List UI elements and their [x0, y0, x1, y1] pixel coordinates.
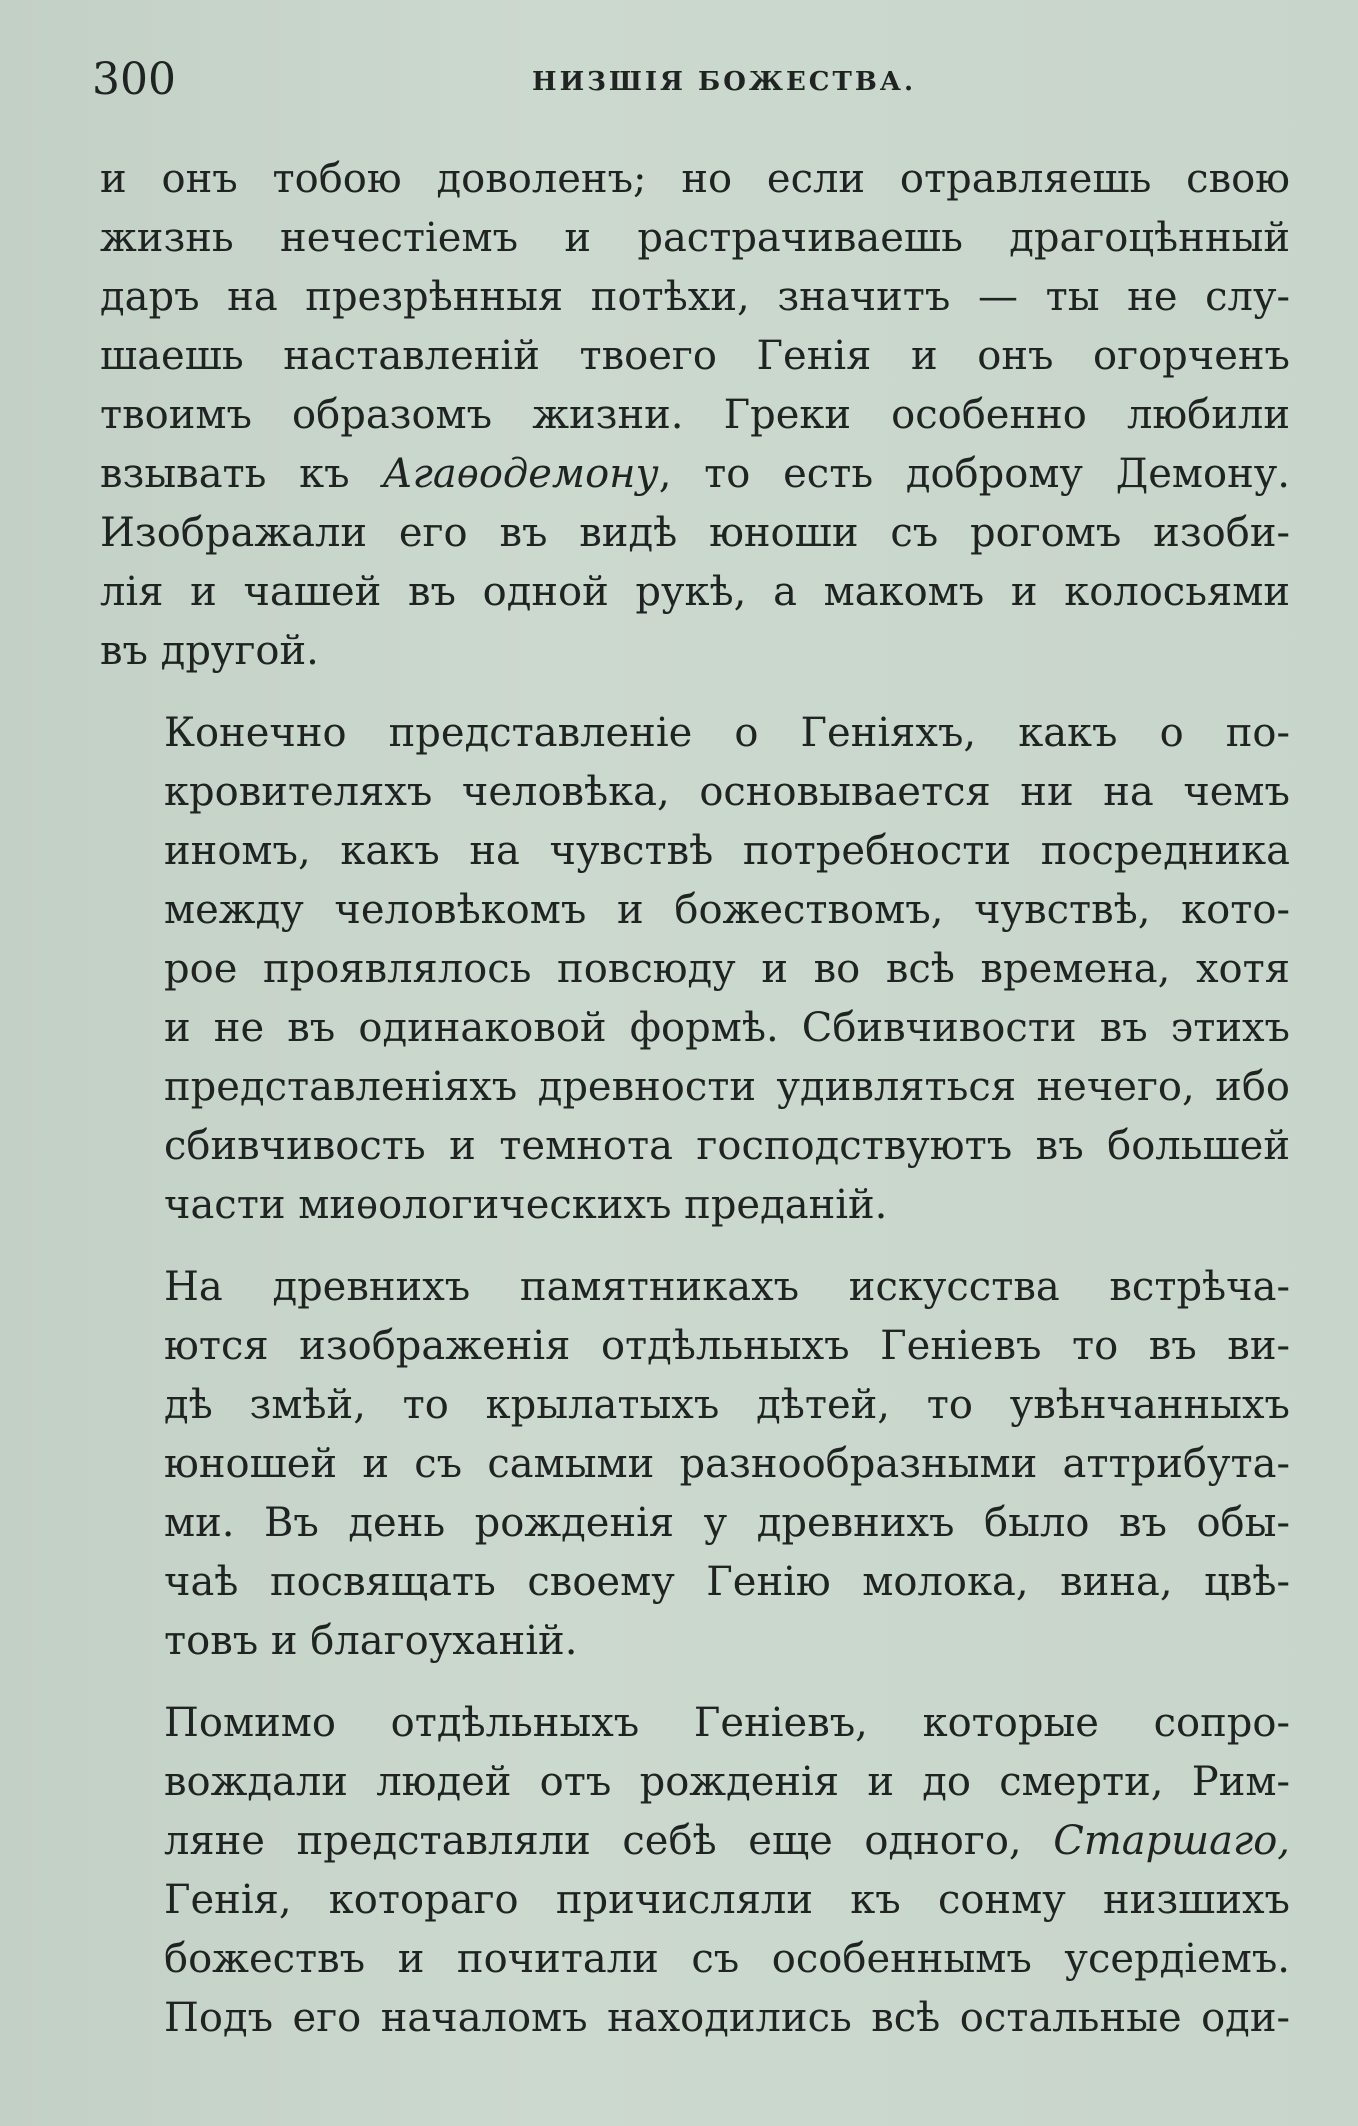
text-line-with-italic	[100, 1812, 1290, 1871]
text-line: На древнихъ памятникахъ искусства встрѣча-	[164, 1264, 1290, 1310]
text-fragment: ляне представляли себѣ еще одного,	[164, 1818, 1054, 1864]
text-fragment: , то есть доброму Демону.	[658, 451, 1290, 497]
text-line: жизнь нечестіемъ и растрачиваешь драгоцѣнный	[100, 215, 1290, 261]
text-line: Помимо отдѣльныхъ Геніевъ, которые сопро-	[164, 1700, 1290, 1746]
text-line: ми. Въ день рожденія у древнихъ было въ обы-	[164, 1500, 1290, 1546]
text-line: дѣ змѣй, то крылатыхъ дѣтей, то увѣнчанныхъ	[164, 1382, 1290, 1428]
text-line: лія и чашей въ одной рукѣ, а макомъ и колосьями	[100, 569, 1290, 615]
text-line: представленіяхъ древности удивляться нечего, ибо	[164, 1064, 1290, 1110]
text-line: рое проявлялось повсюду и во всѣ времена, хотя	[164, 946, 1290, 992]
text-line: даръ на презрѣнныя потѣхи, значитъ — ты не слу-	[100, 274, 1290, 320]
paragraph-3	[100, 1258, 1290, 1671]
paragraph-1	[100, 150, 1290, 681]
text-line: и не въ одинаковой формѣ. Сбивчивости въ этихъ	[164, 1005, 1290, 1051]
body-text	[100, 150, 1290, 2071]
text-line: Изображали его въ видѣ юноши съ рогомъ изоби-	[100, 510, 1290, 556]
text-line: Генія, котораго причисляли къ сонму низшихъ	[164, 1877, 1290, 1923]
italic-name: Агаѳодемону	[382, 451, 659, 497]
paragraph-4	[100, 1694, 1290, 2048]
text-line: въ другой.	[100, 628, 319, 674]
page-number: 300	[92, 54, 176, 105]
text-line: иномъ, какъ на чувствѣ потребности посредника	[164, 828, 1290, 874]
text-line: шаешь наставленій твоего Генія и онъ огорченъ	[100, 333, 1290, 379]
text-line: божествъ и почитали съ особеннымъ усердіемъ.	[164, 1936, 1290, 1982]
text-line: вождали людей отъ рожденія и до смерти, Рим-	[164, 1759, 1290, 1805]
paragraph-2	[100, 704, 1290, 1235]
text-line: и онъ тобою доволенъ; но если отравляешь свою	[100, 156, 1290, 202]
text-line: сбивчивость и темнота господствуютъ въ большей	[164, 1123, 1290, 1169]
page-header	[92, 50, 1292, 110]
text-line: Подъ его началомъ находились всѣ остальные оди-	[164, 1995, 1290, 2041]
text-line: части миѳологическихъ преданій.	[164, 1182, 888, 1228]
text-line: твоимъ образомъ жизни. Греки особенно любили	[100, 392, 1290, 438]
text-line: ются изображенія отдѣльныхъ Геніевъ то въ ви-	[164, 1323, 1290, 1369]
italic-name: Старшаго,	[1053, 1818, 1290, 1864]
text-line-with-italic	[100, 445, 1290, 504]
running-title: НИЗШІЯ БОЖЕСТВА.	[532, 67, 917, 97]
text-fragment: взывать къ	[100, 451, 383, 497]
text-line: кровителяхъ человѣка, основывается ни на чемъ	[164, 769, 1290, 815]
text-line: товъ и благоуханій.	[164, 1618, 578, 1664]
text-line: чаѣ посвящать своему Генію молока, вина, цвѣ-	[164, 1559, 1290, 1605]
text-line: юношей и съ самыми разнообразными аттрибута-	[164, 1441, 1290, 1487]
text-line: между человѣкомъ и божествомъ, чувствѣ, кото-	[164, 887, 1290, 933]
text-line: Конечно представленіе о Геніяхъ, какъ о по-	[164, 710, 1290, 756]
